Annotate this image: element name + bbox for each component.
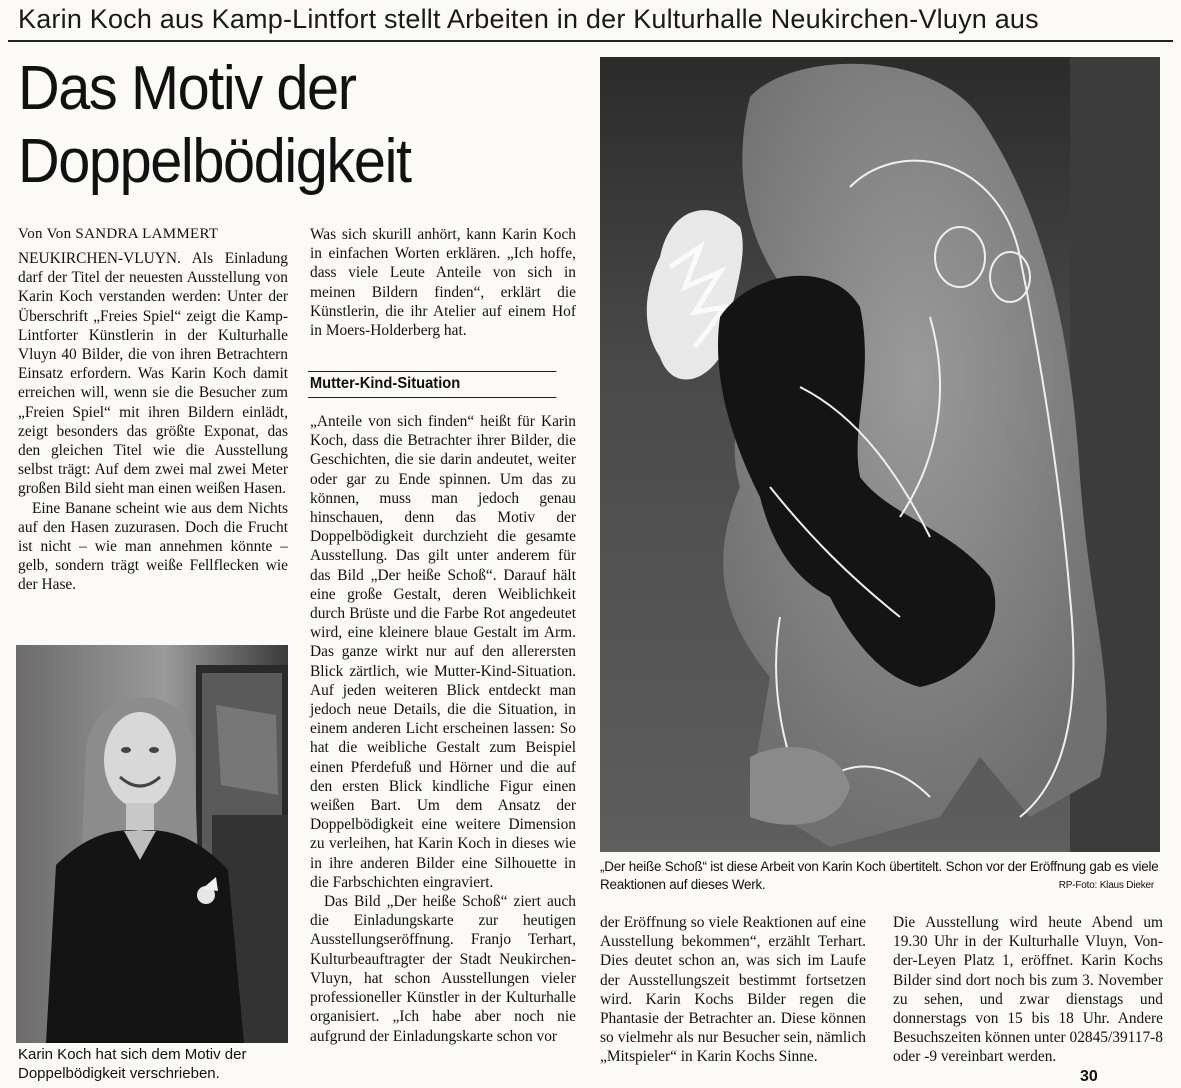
- text-column-3: [600, 913, 866, 1067]
- text-column-1: [18, 249, 288, 595]
- paragraph: NEUKIRCHEN-VLUYN. Als Einladung darf der Titel der neuesten Ausstellung von Karin Koch verstanden werden: Unter der Überschrift „Freies Spiel“ zeigt die Kamp-Lintforter Künstlerin in der Kulturhalle Vluyn 40 Bilder, die von ihren Betrachtern Einsatz erfordern. Was Karin Koch damit erreichen will, wenn sie die Besucher zum „Freien Spiel“ mit ihren Bildern einlädt, zeigt besonders das größte Exponat, das den gleichen Titel wie die Ausstellung selbst trägt: Auf dem zwei mal zwei Meter großen Bild sieht man einen weißen Hasen.: [18, 250, 288, 498]
- headline-line-1: Das Motiv der: [18, 54, 356, 123]
- text-column-2: [310, 225, 576, 340]
- artwork-photo: [600, 57, 1160, 852]
- paragraph: Die Ausstellung wird heute Abend um 19.30 Uhr in der Kulturhalle Vluyn, Von-der-Leyen Platz 1, eröffnet. Karin Kochs Bilder sind dort noch bis zum 3. November zu sehen, und zwar dienstags und donnerstags von 15 bis 18 Uhr. Andere Besuchszeiten können unter 02845/39117-8 oder -9 vereinbart werden.: [893, 914, 1163, 1066]
- article-kicker: Karin Koch aus Kamp-Lintfort stellt Arbeiten in der Kulturhalle Neukirchen-Vluyn aus: [18, 4, 1039, 34]
- text-column-2-continued: [310, 412, 576, 1046]
- portrait-photo: [16, 645, 288, 1043]
- byline: Von Von SANDRA LAMMERT: [18, 226, 219, 242]
- artwork-caption-text: „Der heiße Schoß“ ist diese Arbeit von Karin Koch übertitelt. Schon vor der Eröffnung gab es viele Reaktionen auf dieses Werk.: [600, 859, 1159, 892]
- portrait-caption: Karin Koch hat sich dem Motiv der Doppelbödigkeit verschrieben.: [18, 1046, 247, 1082]
- paragraph: der Eröffnung so viele Reaktionen auf eine Ausstellung bekommen“, erzählt Terhart. Dies deutet schon an, was sich im Laufe der Ausstellungszeit bestimmt fortsetzen wird. Karin Kochs Bilder regen die Phantasie der Betrachter an. Diese können so vielmehr als nur Besucher sein, nämlich „Mitspieler“ in Karin Kochs Sinne.: [600, 914, 866, 1066]
- paragraph: „Anteile von sich finden“ heißt für Karin Koch, dass die Betrachter ihrer Bilder, die Geschichten, die sie darin andeutet, weiter oder gar zu Ende spinnen. Um das zu können, muss man jedoch genau hinschauen, denn das Motiv der Doppelbödigkeit durchzieht die gesamte Ausstellung. Das gilt unter anderem für das Bild „Der heiße Schoß“. Darauf hält eine große Gestalt, deren Weiblichkeit durch Brüste und die Farbe Rot angedeutet wird, eine kleinere blaue Gestalt im Arm. Das ganze wirkt nur auf den allerersten Blick zärtlich, wie Mutter-Kind-Situation. Auf jeden weiteren Blick entdeckt man jedoch neue Details, die die Situation, in einem anderen Licht erscheinen lassen: So hat die weibliche Gestalt zum Beispiel einen Pferdefuß und Hörner und die auf den ersten Blick kindliche Figur einen weißen Bart. Um dem Ansatz der Doppelbödigkeit eine weitere Dimension zu verleihen, hat Karin Koch in dieses wie in ihre anderen Bilder eine Silhouette in die Farbschichten eingraviert.: [310, 413, 576, 891]
- paragraph: Was sich skurill anhört, kann Karin Koch in einfachen Worten erklären. „Ich hoffe, dass viele Leute Anteile von sich in meinen Bildern finden“, erklärt die Künstlerin, die ihr Atelier auf einem Hof in Moers-Holderberg hat.: [310, 226, 576, 340]
- photo-credit: RP-Foto: Klaus Dieker: [1058, 880, 1154, 891]
- paragraph: Eine Banane scheint wie aus dem Nichts auf den Hasen zuzurasen. Doch die Frucht ist nicht – wie man annehmen könnte – gelb, sondern trägt weiße Fellflecken wie der Hase.: [18, 499, 288, 594]
- section-subhead: Mutter-Kind-Situation: [308, 371, 556, 398]
- text-column-4: [893, 913, 1163, 1067]
- article-headline: [18, 52, 548, 198]
- paragraph: Das Bild „Der heiße Schoß“ ziert auch die Einladungskarte zur heutigen Ausstellungseröffnung. Franjo Terhart, Kulturbeauftragter der Stadt Neukirchen-Vluyn, hat schon Ausstellungen vieler professioneller Künstler in der Kulturhalle organisiert. „Ich habe aber noch nie aufgrund der Einladungskarte schon vor: [310, 893, 576, 1045]
- top-rule: [8, 40, 1173, 42]
- artwork-caption: [600, 858, 1162, 894]
- page-number: 30: [1080, 1068, 1098, 1085]
- headline-line-2: Doppelbödigkeit: [18, 127, 411, 196]
